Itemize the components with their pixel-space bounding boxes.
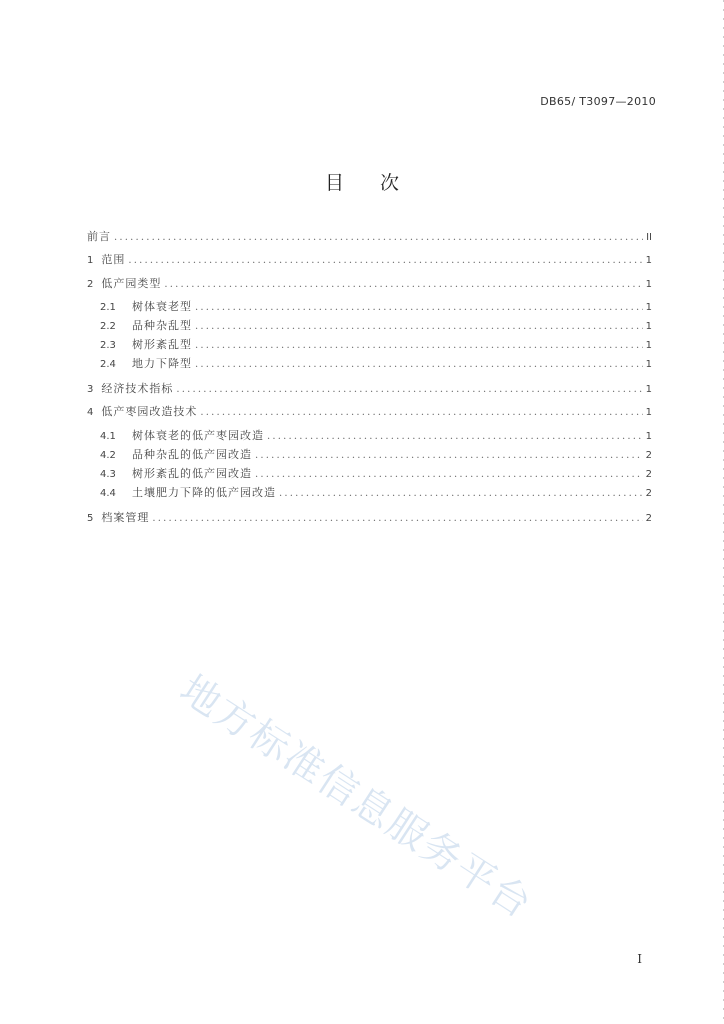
toc-entry-page: 1 <box>645 340 652 351</box>
toc-entry-number: 2.3 <box>100 340 116 351</box>
toc-entry-number: 2 <box>87 279 94 290</box>
toc-entry-page: II <box>646 232 652 243</box>
toc-entry-label: 树形紊乱的低产园改造 <box>132 467 252 480</box>
toc-entry-2-4[interactable] <box>100 355 652 371</box>
toc-entry-number: 4 <box>87 407 94 418</box>
leader-dots <box>255 469 643 480</box>
toc-entry-2[interactable] <box>87 275 652 291</box>
toc-entry-foreword[interactable] <box>87 228 652 244</box>
toc-entry-page: 1 <box>645 359 652 370</box>
toc-entry-number: 2.4 <box>100 359 116 370</box>
toc-title: 目次 <box>324 172 435 194</box>
toc-entry-number: 2.2 <box>100 321 116 332</box>
toc-entry-page: 2 <box>645 513 652 524</box>
toc-entry-2-2[interactable] <box>100 317 652 333</box>
leader-dots <box>195 340 643 351</box>
toc-entry-page: 1 <box>645 407 652 418</box>
leader-dots <box>195 359 643 370</box>
toc-entry-page: 1 <box>645 279 652 290</box>
toc-entry-page: 2 <box>645 488 652 499</box>
toc-entry-4-1[interactable] <box>100 427 652 443</box>
toc-entry-label: 树体衰老的低产枣园改造 <box>132 429 264 442</box>
toc-entry-number: 4.3 <box>100 469 116 480</box>
toc-entry-4-3[interactable] <box>100 465 652 481</box>
toc-entry-2-3[interactable] <box>100 336 652 352</box>
toc-entry-page: 1 <box>645 255 652 266</box>
toc-entry-4-2[interactable] <box>100 446 652 462</box>
toc-entry-number: 3 <box>87 384 94 395</box>
toc-entry-label: 品种杂乱型 <box>132 319 192 332</box>
toc-entry-label: 土壤肥力下降的低产园改造 <box>132 486 276 499</box>
toc-entry-2-1[interactable] <box>100 298 652 314</box>
watermark: 地方标准信息服务平台 <box>171 667 541 929</box>
toc-entry-1[interactable] <box>87 251 652 267</box>
toc-entry-number: 2.1 <box>100 302 116 313</box>
toc-entry-number: 1 <box>87 255 94 266</box>
leader-dots <box>200 407 642 418</box>
toc-entry-page: 1 <box>645 321 652 332</box>
toc-entry-page: 2 <box>645 450 652 461</box>
toc-entry-label: 低产枣园改造技术 <box>101 405 198 418</box>
leader-dots <box>164 279 642 290</box>
toc-entry-label: 范围 <box>101 253 126 266</box>
toc-entry-page: 2 <box>645 469 652 480</box>
document-code: DB65/ T3097—2010 <box>540 95 656 108</box>
toc-entry-page: 1 <box>645 302 652 313</box>
leader-dots <box>176 384 642 395</box>
toc-entry-number: 4.2 <box>100 450 116 461</box>
toc-entry-label: 档案管理 <box>101 511 150 524</box>
toc-entry-label: 品种杂乱的低产园改造 <box>132 448 252 461</box>
page-number: I <box>637 952 642 966</box>
toc-entry-label: 低产园类型 <box>101 277 162 290</box>
leader-dots <box>152 513 642 524</box>
leader-dots <box>255 450 643 461</box>
toc-entry-page: 1 <box>645 431 652 442</box>
toc-entry-label: 地力下降型 <box>132 357 192 370</box>
toc-entry-4[interactable] <box>87 403 652 419</box>
leader-dots <box>195 321 643 332</box>
leader-dots <box>114 232 643 243</box>
toc-entry-page: 1 <box>645 384 652 395</box>
leader-dots <box>195 302 643 313</box>
toc-entry-5[interactable] <box>87 509 652 525</box>
toc-entry-4-4[interactable] <box>100 484 652 500</box>
leader-dots <box>128 255 642 266</box>
toc-entry-label: 树体衰老型 <box>132 300 192 313</box>
toc-entry-label: 经济技术指标 <box>101 382 174 395</box>
toc-entry-label: 前言 <box>87 230 111 243</box>
toc-entry-number: 4.1 <box>100 431 116 442</box>
toc-entry-label: 树形紊乱型 <box>132 338 192 351</box>
toc-entry-number: 4.4 <box>100 488 116 499</box>
leader-dots <box>279 488 643 499</box>
toc-entry-number: 5 <box>87 513 94 524</box>
leader-dots <box>267 431 643 442</box>
toc-entry-3[interactable] <box>87 380 652 396</box>
